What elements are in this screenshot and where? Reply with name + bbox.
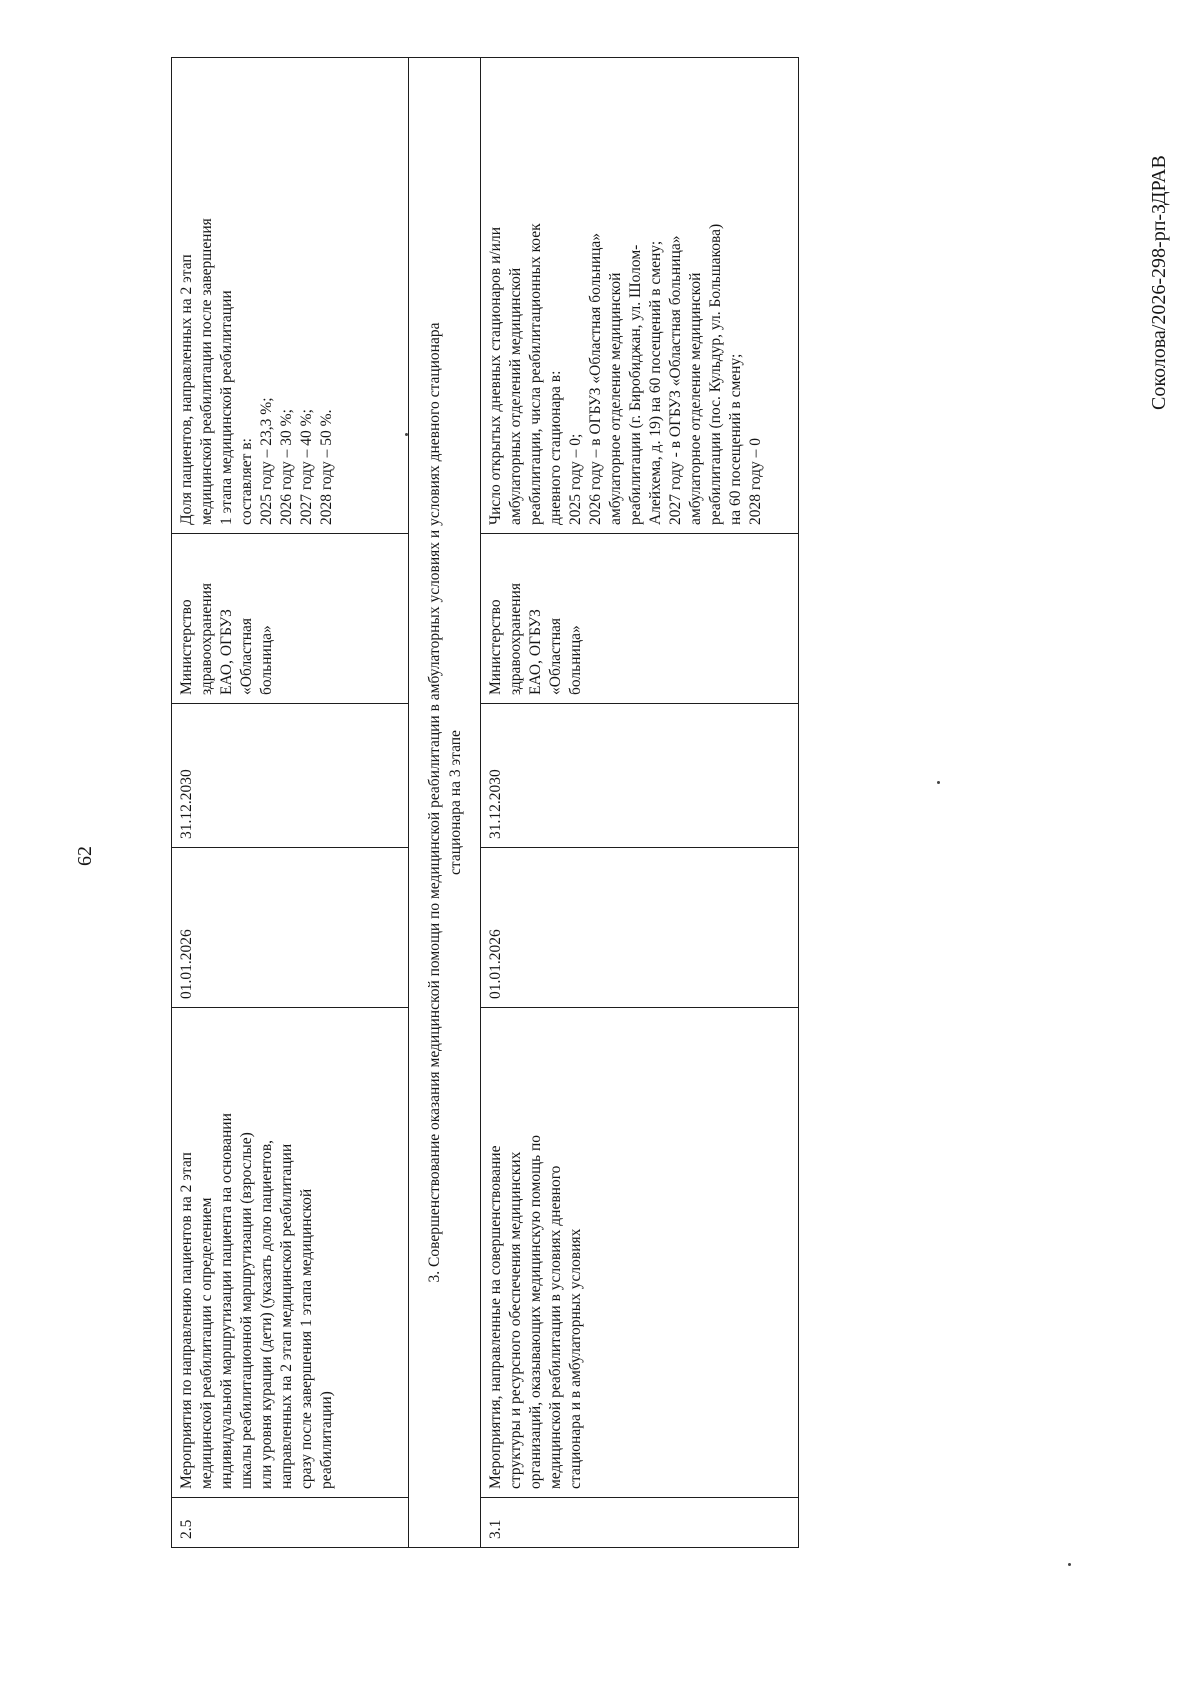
responsible-line: здравоохранения (507, 583, 524, 695)
result-line: 2027 году – 40 %; (298, 409, 315, 525)
measures-table (171, 57, 799, 1548)
scan-speck (1068, 1563, 1071, 1566)
row-number: 3.1 (481, 1498, 799, 1548)
section-title-line: 3. Совершенствование оказания медицинской помощи по медицинской реабилитации в амбулаторных условиях и условиях дневного стационара (425, 322, 443, 1283)
result-line: Доля пациентов, направленных на 2 этап (178, 254, 195, 525)
document-reference: Соколова/2026-298-рп-ЗДРАВ (1148, 155, 1170, 410)
scan-speck (937, 781, 940, 784)
scan-speck (405, 433, 408, 436)
responsible-line: «Областная (238, 617, 255, 695)
activity-line: реабилитации) (318, 1391, 335, 1489)
activity-line: шкалы реабилитационной маршрутизации (взрослые) (238, 1132, 255, 1489)
result-line: 2026 году – 30 %; (278, 409, 295, 525)
responsible-line: больница» (567, 625, 584, 695)
activity-line: медицинской реабилитации в условиях дневного (547, 1165, 564, 1489)
activity-line: организаций, оказывающих медицинскую помощь по (527, 1134, 544, 1489)
responsible-line: Министерство (178, 599, 195, 695)
result-line: 2025 году – 23,3 %; (258, 397, 275, 525)
page-number: 62 (74, 846, 96, 866)
end-date: 31.12.2030 (172, 704, 409, 848)
responsible-line: ЕАО, ОГБУЗ (527, 609, 544, 695)
result-line: 2026 году – в ОГБУЗ «Областная больница» (587, 232, 604, 525)
activity-line: Мероприятия по направлению пациентов на 2 этап (178, 1152, 195, 1489)
result-line: Алейхема, д. 19) на 60 посещений в смену; (647, 240, 664, 525)
responsible-line: больница» (258, 625, 275, 695)
activity-cell (481, 1008, 799, 1498)
activity-line: или уровня курации (дети) (указать долю пациентов, (258, 1139, 275, 1489)
result-line: 1 этапа медицинской реабилитации (218, 290, 235, 525)
start-date: 01.01.2026 (481, 848, 799, 1008)
section-title (409, 58, 481, 1548)
section-row (409, 58, 481, 1548)
result-line: реабилитации (пос. Кульдур, ул. Большакова) (707, 223, 724, 525)
activity-line: медицинской реабилитации с определением (198, 1197, 215, 1489)
result-line: 2025 году – 0; (567, 433, 584, 525)
result-line: на 60 посещений в смену; (727, 353, 744, 525)
result-line: реабилитации (г. Биробиджан, ул. Шолом- (627, 244, 644, 525)
result-line: 2028 году – 0 (747, 437, 764, 525)
result-line: амбулаторных отделений медицинской (507, 267, 524, 525)
row-number: 2.5 (172, 1498, 409, 1548)
responsible-cell (172, 534, 409, 704)
result-line: амбулаторное отделение медицинской (607, 272, 624, 525)
result-line: 2027 году - в ОГБУЗ «Областная больница» (667, 235, 684, 525)
start-date: 01.01.2026 (172, 848, 409, 1008)
activity-cell (172, 1008, 409, 1498)
result-line: медицинской реабилитации после завершения (198, 218, 215, 525)
result-line: Число открытых дневных стационаров и/или (487, 226, 504, 525)
activity-line: структуры и ресурсного обеспечения медицинских (507, 1151, 524, 1489)
activity-line: стационара и в амбулаторных условиях (567, 1228, 584, 1489)
activity-line: сразу после завершения 1 этапа медицинской (298, 1188, 315, 1489)
result-cell (481, 58, 799, 534)
responsible-line: ЕАО, ОГБУЗ (218, 609, 235, 695)
activity-line: направленных на 2 этап медицинской реабилитации (278, 1143, 295, 1489)
result-line: амбулаторное отделение медицинской (687, 272, 704, 525)
activity-line: индивидуальной маршрутизации пациента на основании (218, 1113, 235, 1489)
table-row (172, 58, 409, 1548)
responsible-cell (481, 534, 799, 704)
result-line: дневного стационара в: (547, 370, 564, 525)
table-row (481, 58, 799, 1548)
result-line: реабилитации, числа реабилитационных коек (527, 223, 544, 525)
responsible-line: здравоохранения (198, 583, 215, 695)
responsible-line: «Областная (547, 617, 564, 695)
section-title-line: стационара на 3 этапе (446, 730, 464, 875)
result-line: 2028 году – 50 %. (318, 409, 335, 525)
activity-line: Мероприятия, направленные на совершенствование (487, 1145, 504, 1489)
end-date: 31.12.2030 (481, 704, 799, 848)
responsible-line: Министерство (487, 599, 504, 695)
result-line: составляет в: (238, 438, 255, 525)
result-cell (172, 58, 409, 534)
